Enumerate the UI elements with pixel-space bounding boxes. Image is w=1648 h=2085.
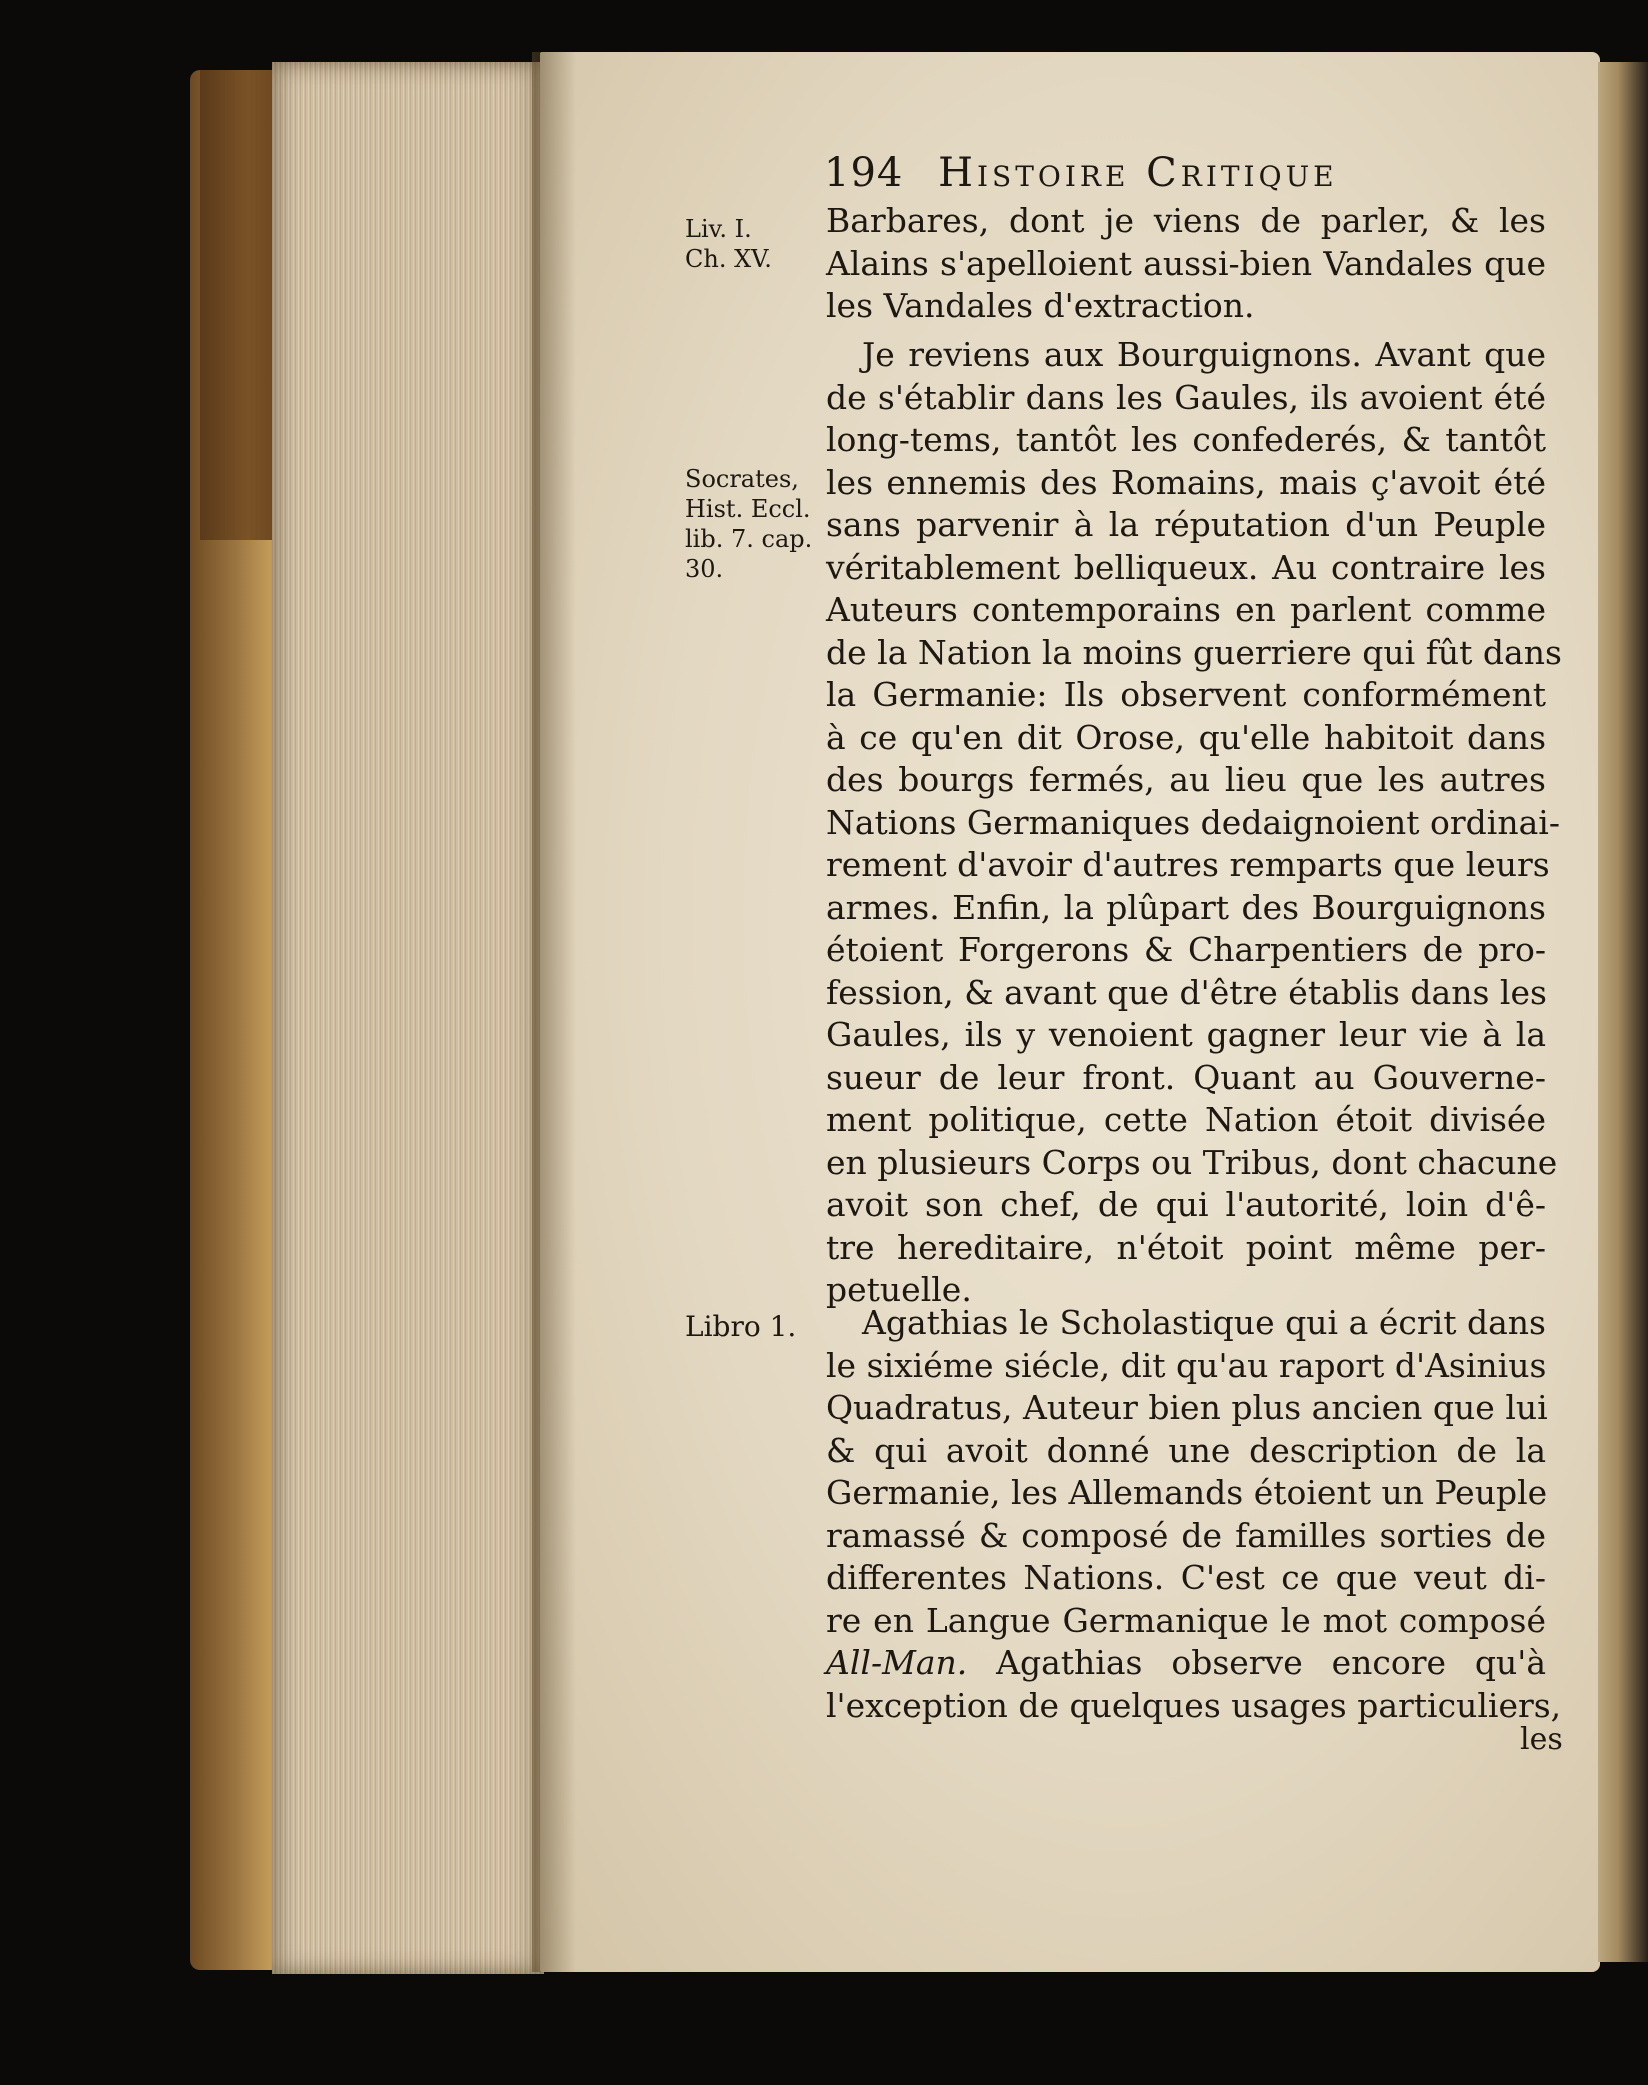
margin-note-line: Libro 1. xyxy=(685,1310,797,1343)
page-number: 194 xyxy=(824,150,904,196)
book-cover-leather xyxy=(200,70,280,540)
text-line: Alains s'apelloient aussi-bien Vandales que xyxy=(826,243,1546,283)
text-line: Nations Germaniques dedaignoient ordinai- xyxy=(826,802,1560,842)
text-line: Barbares, dont je viens de parler, & les xyxy=(826,201,1546,240)
margin-note-line: 30. xyxy=(685,555,724,583)
margin-note-source xyxy=(685,464,835,584)
running-head xyxy=(824,150,1464,196)
text-line: Auteurs contemporains en parlent comme xyxy=(826,590,1546,629)
text-line: les ennemis des Romains, mais ç'avoit été xyxy=(826,462,1546,502)
text-line: à ce qu'en dit Orose, qu'elle habitoit dans xyxy=(826,717,1546,757)
facing-page-edge xyxy=(1598,62,1648,1962)
text-line: Gaules, ils y venoient gagner leur vie à la xyxy=(826,1015,1546,1054)
margin-note-libro xyxy=(685,1312,835,1342)
text-line: la Germanie: Ils observent conformément xyxy=(826,675,1546,714)
catchword: les xyxy=(1520,1722,1563,1757)
text-line: Je reviens aux Bourguignons. Avant que xyxy=(862,335,1546,374)
text-line: avoit son chef, de qui l'autorité, loin d'ê- xyxy=(826,1185,1546,1224)
running-title: Histoire Critique xyxy=(938,150,1338,196)
margin-note-line: Socrates, xyxy=(685,465,799,493)
page-edges xyxy=(272,62,544,1974)
text-line: armes. Enfin, la plûpart des Bourguignons xyxy=(826,887,1546,927)
text-line: tre hereditaire, n'étoit point même per- xyxy=(826,1227,1546,1267)
text-line: étoient Forgerons & Charpentiers de pro- xyxy=(826,930,1546,969)
text-line: ment politique, cette Nation étoit divisée xyxy=(826,1100,1546,1139)
text-line: re en Langue Germanique le mot composé xyxy=(826,1600,1546,1640)
paragraph-3 xyxy=(826,1302,1562,1727)
text-line: sueur de leur front. Quant au Gouverne- xyxy=(826,1057,1546,1097)
page-gutter xyxy=(532,52,576,1972)
text-line: long-tems, tantôt les confederés, & tantôt xyxy=(826,420,1546,459)
margin-note-line: Hist. Eccl. xyxy=(685,495,811,523)
text-fragment: Agathias observe encore qu'à xyxy=(967,1643,1546,1682)
margin-note-line: Liv. I. xyxy=(685,215,752,243)
text-line: les Vandales d'extraction. xyxy=(826,286,1255,325)
text-line: sans parvenir à la réputation d'un Peuple xyxy=(826,505,1546,544)
text-line: des bourgs fermés, au lieu que les autres xyxy=(826,760,1546,799)
paragraph-2 xyxy=(826,334,1562,1312)
text-line xyxy=(826,1642,1546,1685)
text-line: differentes Nations. C'est ce que veut di- xyxy=(826,1558,1546,1597)
text-line: de la Nation la moins guerriere qui fût dans xyxy=(826,632,1562,672)
margin-note-line: Ch. XV. xyxy=(685,245,772,273)
text-line: véritablement belliqueux. Au contraire les xyxy=(826,547,1546,587)
text-line: en plusieurs Corps ou Tribus, dont chacune xyxy=(826,1142,1558,1182)
text-line: & qui avoit donné une description de la xyxy=(826,1430,1546,1470)
text-line: de s'établir dans les Gaules, ils avoient été xyxy=(826,377,1546,417)
text-line: le sixiéme siécle, dit qu'au raport d'Asinius xyxy=(826,1345,1547,1385)
paragraph-1 xyxy=(826,200,1546,328)
text-line: Germanie, les Allemands étoient un Peuple xyxy=(826,1473,1548,1512)
margin-note-line: lib. 7. cap. xyxy=(685,525,813,553)
text-line: Agathias le Scholastique qui a écrit dans xyxy=(862,1303,1546,1342)
text-line: rement d'avoir d'autres remparts que leurs xyxy=(826,845,1550,884)
margin-note-chapter xyxy=(685,214,835,274)
text-line: fession, & avant que d'être établis dans les xyxy=(826,972,1547,1012)
text-line: l'exception de quelques usages particuliers, xyxy=(826,1685,1562,1725)
text-line: Quadratus, Auteur bien plus ancien que lui xyxy=(826,1388,1548,1427)
text-line: ramassé & composé de familles sorties de xyxy=(826,1515,1546,1555)
italic-term: All-Man. xyxy=(826,1643,968,1682)
text-line: petuelle. xyxy=(826,1270,972,1309)
